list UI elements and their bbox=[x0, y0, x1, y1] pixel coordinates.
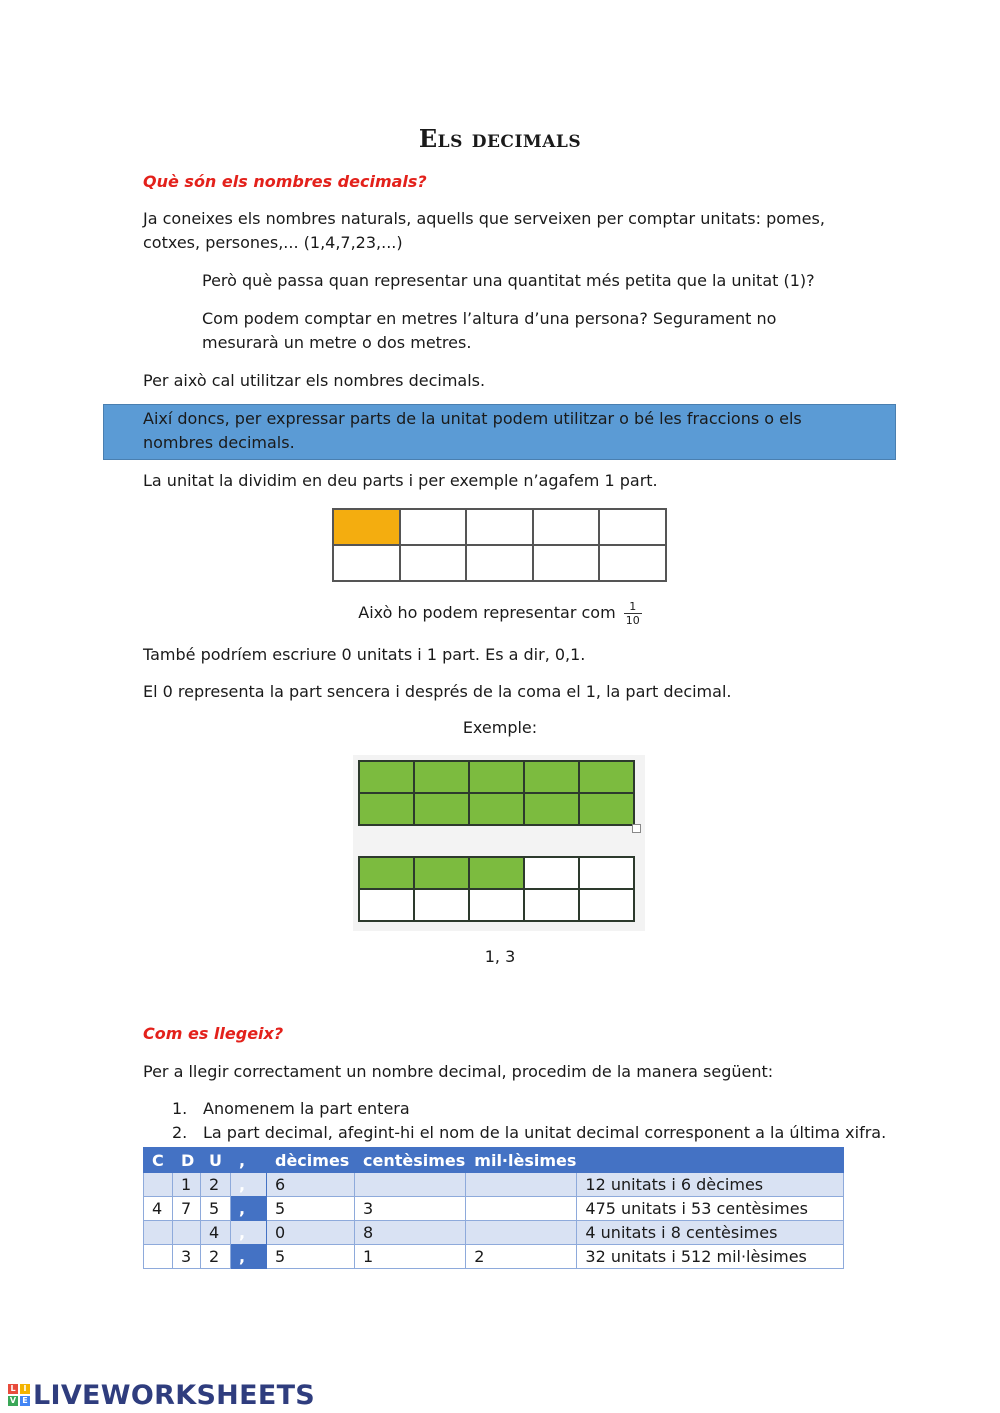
table-row bbox=[144, 1197, 844, 1221]
section-heading-what: Què són els nombres decimals? bbox=[143, 172, 427, 191]
cell: 3 bbox=[355, 1197, 466, 1221]
table-row bbox=[144, 1173, 844, 1197]
fraction-line bbox=[0, 600, 1000, 627]
paragraph-divide-unit: La unitat la dividim en deu parts i per exemple n’agafem 1 part. bbox=[143, 471, 658, 490]
tenths-grid bbox=[332, 508, 667, 582]
cell bbox=[466, 1173, 577, 1197]
cell-reading: 32 unitats i 512 mil·lèsimes bbox=[577, 1245, 844, 1269]
paragraph-read-correctly: Per a llegir correctament un nombre decimal, procedim de la manera següent: bbox=[143, 1062, 774, 1081]
table-header-row bbox=[144, 1148, 844, 1173]
list-number: 2. bbox=[172, 1123, 188, 1142]
logo-mark-letter: I bbox=[20, 1384, 30, 1394]
list-number: 1. bbox=[172, 1099, 188, 1118]
grid-cell bbox=[579, 857, 634, 889]
grid-cell-shaded bbox=[359, 793, 414, 825]
cell: 4 bbox=[144, 1197, 173, 1221]
grid-cell bbox=[359, 889, 414, 921]
header-centesimes: centèsimes bbox=[355, 1148, 466, 1173]
grid-cell bbox=[400, 509, 467, 545]
cell: 6 bbox=[267, 1173, 355, 1197]
grid-cell-shaded bbox=[469, 857, 524, 889]
grid-cell bbox=[533, 509, 600, 545]
grid-cell-shaded bbox=[469, 761, 524, 793]
grid-cell-shaded bbox=[579, 761, 634, 793]
cell: 2 bbox=[466, 1245, 577, 1269]
section-heading-how: Com es llegeix? bbox=[143, 1024, 284, 1043]
cell: 8 bbox=[355, 1221, 466, 1245]
example-value: 1, 3 bbox=[484, 947, 516, 966]
logo-mark-letter: V bbox=[9, 1396, 17, 1405]
reading-steps bbox=[143, 1097, 886, 1145]
header-c: C bbox=[144, 1148, 173, 1173]
header-comma: , bbox=[231, 1148, 267, 1173]
page-title: Els decimals bbox=[418, 124, 582, 153]
grid-cell bbox=[400, 545, 467, 581]
fraction-one-tenth bbox=[624, 600, 642, 627]
paragraph-zero-units: També podríem escriure 0 unitats i 1 part. Es a dir, 0,1. bbox=[143, 645, 586, 664]
paragraph-height-question: Com podem comptar en metres l’altura d’una persona? Segurament no mesurarà un metre o dos metres. bbox=[202, 309, 777, 352]
cell-comma: , bbox=[231, 1173, 267, 1197]
cell bbox=[144, 1245, 173, 1269]
table-row bbox=[144, 1221, 844, 1245]
list-item bbox=[143, 1097, 886, 1121]
cell-reading: 475 unitats i 53 centèsimes bbox=[577, 1197, 844, 1221]
cell-reading: 4 unitats i 8 centèsimes bbox=[577, 1221, 844, 1245]
grid-cell-shaded bbox=[524, 761, 579, 793]
grid-cell bbox=[333, 545, 400, 581]
place-value-table bbox=[143, 1147, 844, 1269]
grid-cell-shaded bbox=[359, 761, 414, 793]
grid-cell bbox=[579, 889, 634, 921]
grid-cell-shaded bbox=[579, 793, 634, 825]
cell: 5 bbox=[201, 1197, 231, 1221]
cell: 7 bbox=[173, 1197, 201, 1221]
grid-cell bbox=[469, 889, 524, 921]
logo-text: LIVEWORKSHEETS bbox=[33, 1379, 316, 1411]
liveworksheets-logo[interactable] bbox=[8, 1381, 315, 1409]
grid-cell bbox=[599, 545, 666, 581]
cell bbox=[355, 1173, 466, 1197]
paragraph-use-decimals: Per això cal utilitzar els nombres decimals. bbox=[143, 371, 486, 390]
cell-reading: 12 unitats i 6 dècimes bbox=[577, 1173, 844, 1197]
represent-text: Això ho podem representar com bbox=[358, 603, 616, 622]
grid-cell bbox=[466, 545, 533, 581]
cell bbox=[144, 1173, 173, 1197]
header-u: U bbox=[201, 1148, 231, 1173]
decimal-grid bbox=[358, 856, 635, 922]
logo-mark-letter: E bbox=[20, 1396, 30, 1406]
logo-mark-icon bbox=[8, 1384, 30, 1406]
grid-cell-shaded bbox=[414, 793, 469, 825]
list-text: La part decimal, afegint-hi el nom de la unitat decimal corresponent a la última xifra. bbox=[203, 1123, 887, 1142]
grid-cell-shaded bbox=[469, 793, 524, 825]
header-d: D bbox=[173, 1148, 201, 1173]
grid-cell bbox=[524, 889, 579, 921]
fraction-numerator: 1 bbox=[624, 600, 642, 614]
grid-cell bbox=[533, 545, 600, 581]
table-row bbox=[144, 1245, 844, 1269]
cell: 3 bbox=[173, 1245, 201, 1269]
list-item bbox=[143, 1121, 886, 1145]
highlight-text: Així doncs, per expressar parts de la unitat podem utilitzar o bé les fraccions o els nombres decimals. bbox=[143, 409, 802, 452]
cell bbox=[173, 1221, 201, 1245]
paragraph-natural-numbers: Ja coneixes els nombres naturals, aquells que serveixen per comptar unitats: pomes, cotxes, persones,... (1,4,7,23,...) bbox=[143, 209, 825, 252]
cell: 1 bbox=[355, 1245, 466, 1269]
header-millesimes: mil·lèsimes bbox=[466, 1148, 577, 1173]
cell bbox=[466, 1197, 577, 1221]
cell: 0 bbox=[267, 1221, 355, 1245]
grid-cell-shaded bbox=[414, 857, 469, 889]
fraction-denominator: 10 bbox=[625, 614, 640, 627]
example-label: Exemple: bbox=[462, 718, 538, 737]
cell bbox=[466, 1221, 577, 1245]
grid-cell bbox=[466, 509, 533, 545]
logo-mark-letter: L bbox=[8, 1384, 18, 1394]
cell: 5 bbox=[267, 1197, 355, 1221]
cell: 2 bbox=[201, 1245, 231, 1269]
grid-cell-shaded bbox=[333, 509, 400, 545]
cell bbox=[144, 1221, 173, 1245]
cell: 2 bbox=[201, 1173, 231, 1197]
cell: 1 bbox=[173, 1173, 201, 1197]
grid-cell bbox=[414, 889, 469, 921]
grid-cell-shaded bbox=[524, 793, 579, 825]
resize-handle bbox=[632, 824, 641, 833]
grid-cell-shaded bbox=[414, 761, 469, 793]
cell-comma: , bbox=[231, 1245, 267, 1269]
paragraph-smaller-quantity: Però què passa quan representar una quantitat més petita que la unitat (1)? bbox=[202, 271, 815, 290]
paragraph-whole-part: El 0 representa la part sencera i després de la coma el 1, la part decimal. bbox=[143, 682, 732, 701]
list-text: Anomenem la part entera bbox=[203, 1099, 410, 1118]
header-reading bbox=[577, 1148, 844, 1173]
grid-cell bbox=[599, 509, 666, 545]
unit-grid bbox=[358, 760, 635, 826]
grid-cell bbox=[524, 857, 579, 889]
cell-comma: , bbox=[231, 1197, 267, 1221]
cell-comma: , bbox=[231, 1221, 267, 1245]
cell: 4 bbox=[201, 1221, 231, 1245]
cell: 5 bbox=[267, 1245, 355, 1269]
grid-cell-shaded bbox=[359, 857, 414, 889]
header-decimes: dècimes bbox=[267, 1148, 355, 1173]
